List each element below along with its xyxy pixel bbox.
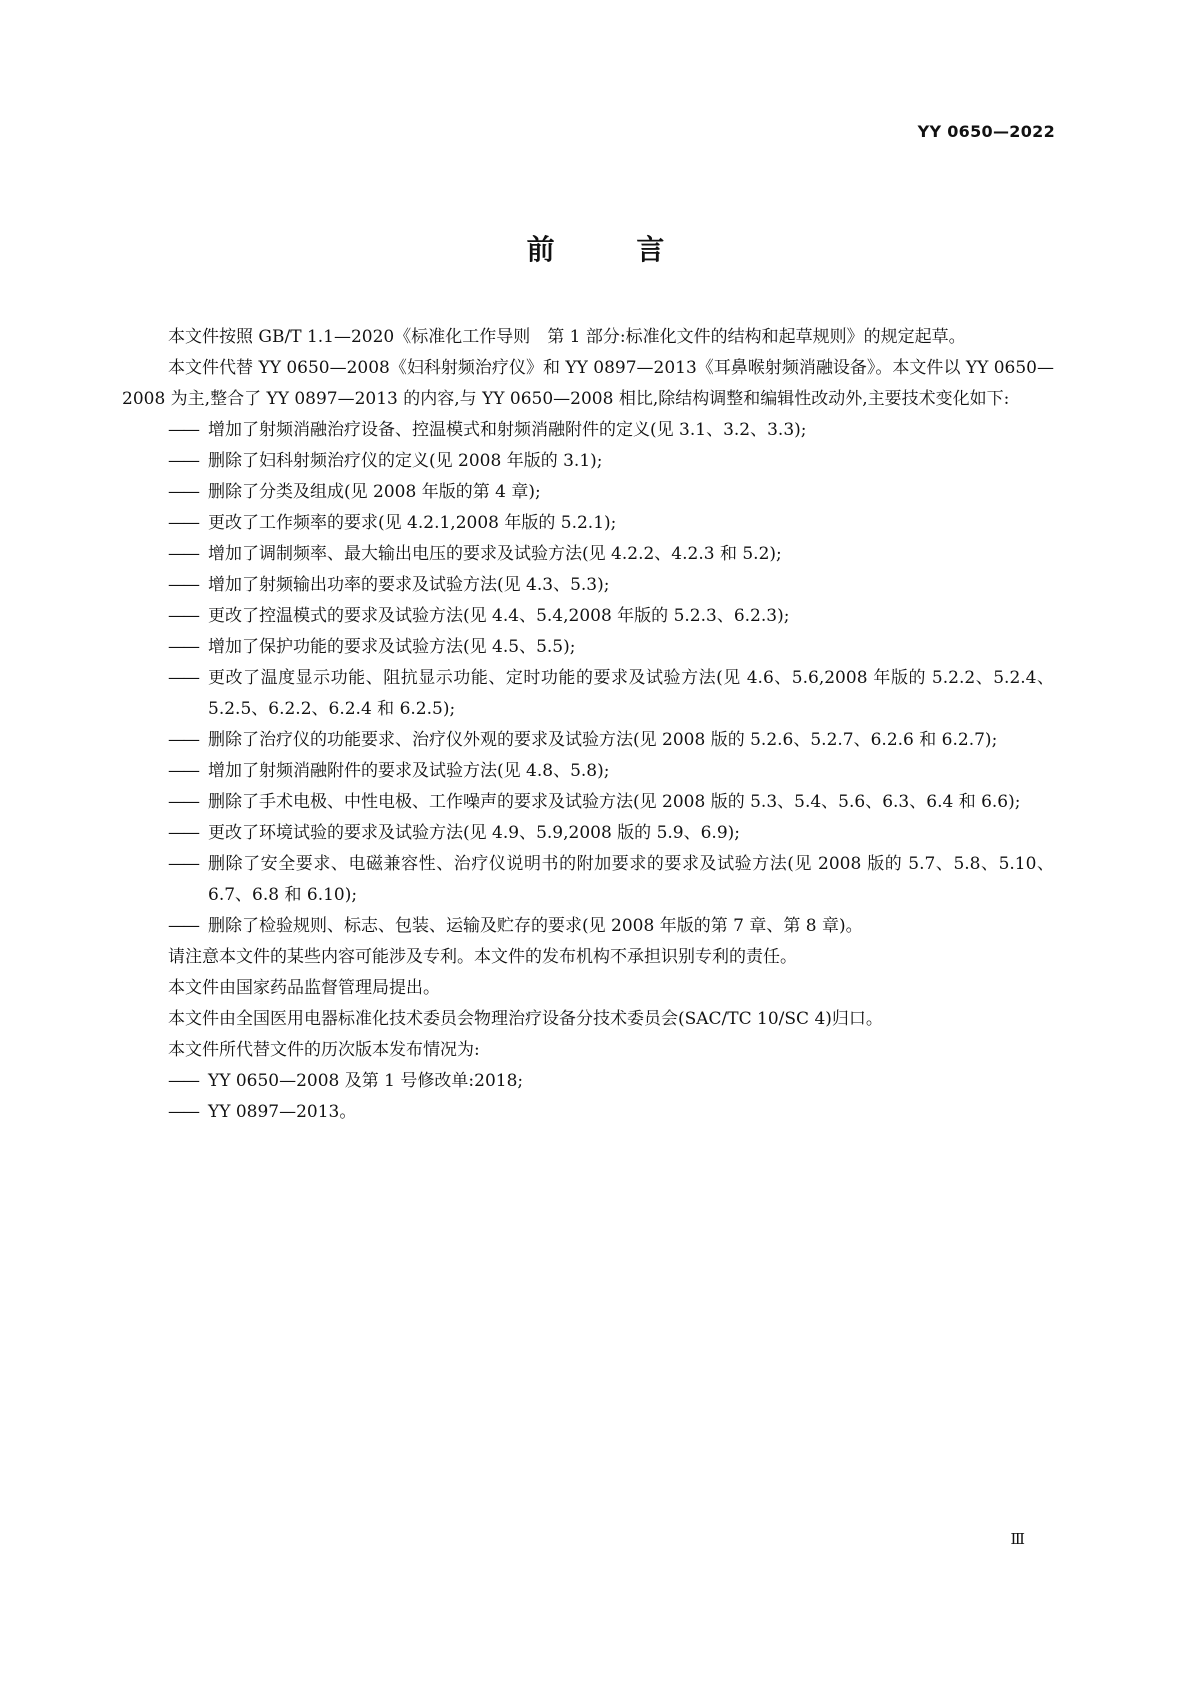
list-item [122,1097,1054,1128]
list-item-text: YY 0897—2013。 [208,1102,357,1122]
list-item-text: 更改了控温模式的要求及试验方法(见 4.4、5.4,2008 年版的 5.2.3、6.2.3); [208,606,790,626]
list-item [122,663,1054,725]
list-item-text: 删除了安全要求、电磁兼容性、治疗仪说明书的附加要求的要求及试验方法(见 2008 版的 5.7、5.8、5.10、6.7、6.8 和 6.10); [208,854,1054,905]
list-item-text: YY 0650—2008 及第 1 号修改单:2018; [208,1071,524,1091]
dash-marker: —— [168,916,198,936]
list-item [122,911,1054,942]
dash-marker: —— [168,668,198,688]
dash-marker: —— [168,761,198,781]
intro-paragraph: 本文件按照 GB/T 1.1—2020《标准化工作导则 第 1 部分:标准化文件的结构和起草规则》的规定起草。 [168,327,966,347]
list-item [122,756,1054,787]
standard-code: YY 0650—2022 [917,122,1055,141]
note-paragraph: 本文件所代替文件的历次版本发布情况为: [168,1040,480,1060]
dash-marker: —— [168,637,198,657]
list-item [122,787,1054,818]
dash-marker: —— [168,482,198,502]
list-item [122,415,1054,446]
list-item [122,601,1054,632]
intro-paragraph: 本文件代替 YY 0650—2008《妇科射频治疗仪》和 YY 0897—2013《耳鼻喉射频消融设备》。本文件以 YY 0650—2008 为主,整合了 YY 0897—2013 的内容,与 YY 0650—2008 相比,除结构调整和编辑性改动外,主要技术变化如下: [122,358,1054,409]
dash-marker: —— [168,544,198,564]
page-title: 前 言 [526,233,701,266]
list-item [122,632,1054,663]
list-item-text: 增加了调制频率、最大输出电压的要求及试验方法(见 4.2.2、4.2.3 和 5.2); [208,544,782,564]
list-item-text: 更改了温度显示功能、阻抗显示功能、定时功能的要求及试验方法(见 4.6、5.6,2008 年版的 5.2.2、5.2.4、5.2.5、6.2.2、6.2.4 和 6.2.5); [208,668,1054,719]
list-item-text: 删除了妇科射频治疗仪的定义(见 2008 年版的 3.1); [208,451,603,471]
note-paragraph: 请注意本文件的某些内容可能涉及专利。本文件的发布机构不承担识别专利的责任。 [168,947,797,967]
foreword-body [122,322,1054,1128]
dash-marker: —— [168,730,198,750]
dash-marker: —— [168,420,198,440]
note-paragraph: 本文件由国家药品监督管理局提出。 [168,978,440,998]
list-item-text: 增加了射频输出功率的要求及试验方法(见 4.3、5.3); [208,575,610,595]
dash-marker: —— [168,451,198,471]
list-item-text: 增加了保护功能的要求及试验方法(见 4.5、5.5); [208,637,576,657]
dash-marker: —— [168,854,198,874]
list-item [122,570,1054,601]
list-item [122,508,1054,539]
list-item [122,849,1054,911]
dash-marker: —— [168,823,198,843]
dash-marker: —— [168,792,198,812]
list-item-text: 删除了治疗仪的功能要求、治疗仪外观的要求及试验方法(见 2008 版的 5.2.6、5.2.7、6.2.6 和 6.2.7); [208,730,998,750]
changes-list [122,415,1054,942]
list-item-text: 删除了分类及组成(见 2008 年版的第 4 章); [208,482,541,502]
list-item [122,1066,1054,1097]
note-paragraph: 本文件由全国医用电器标准化技术委员会物理治疗设备分技术委员会(SAC/TC 10/SC 4)归口。 [168,1009,883,1029]
dash-marker: —— [168,575,198,595]
list-item-text: 删除了检验规则、标志、包装、运输及贮存的要求(见 2008 年版的第 7 章、第 8 章)。 [208,916,863,936]
dash-marker: —— [168,606,198,626]
list-item [122,477,1054,508]
dash-marker: —— [168,1071,198,1091]
list-item-text: 更改了工作频率的要求(见 4.2.1,2008 年版的 5.2.1); [208,513,617,533]
list-item [122,725,1054,756]
list-item [122,818,1054,849]
list-item-text: 增加了射频消融治疗设备、控温模式和射频消融附件的定义(见 3.1、3.2、3.3); [208,420,807,440]
dash-marker: —— [168,1102,198,1122]
history-list [122,1066,1054,1128]
page-number: Ⅲ [1010,1530,1025,1548]
list-item-text: 删除了手术电极、中性电极、工作噪声的要求及试验方法(见 2008 版的 5.3、5.4、5.6、6.3、6.4 和 6.6); [208,792,1021,812]
list-item [122,539,1054,570]
list-item-text: 更改了环境试验的要求及试验方法(见 4.9、5.9,2008 版的 5.9、6.9); [208,823,741,843]
list-item-text: 增加了射频消融附件的要求及试验方法(见 4.8、5.8); [208,761,610,781]
list-item [122,446,1054,477]
dash-marker: —— [168,513,198,533]
